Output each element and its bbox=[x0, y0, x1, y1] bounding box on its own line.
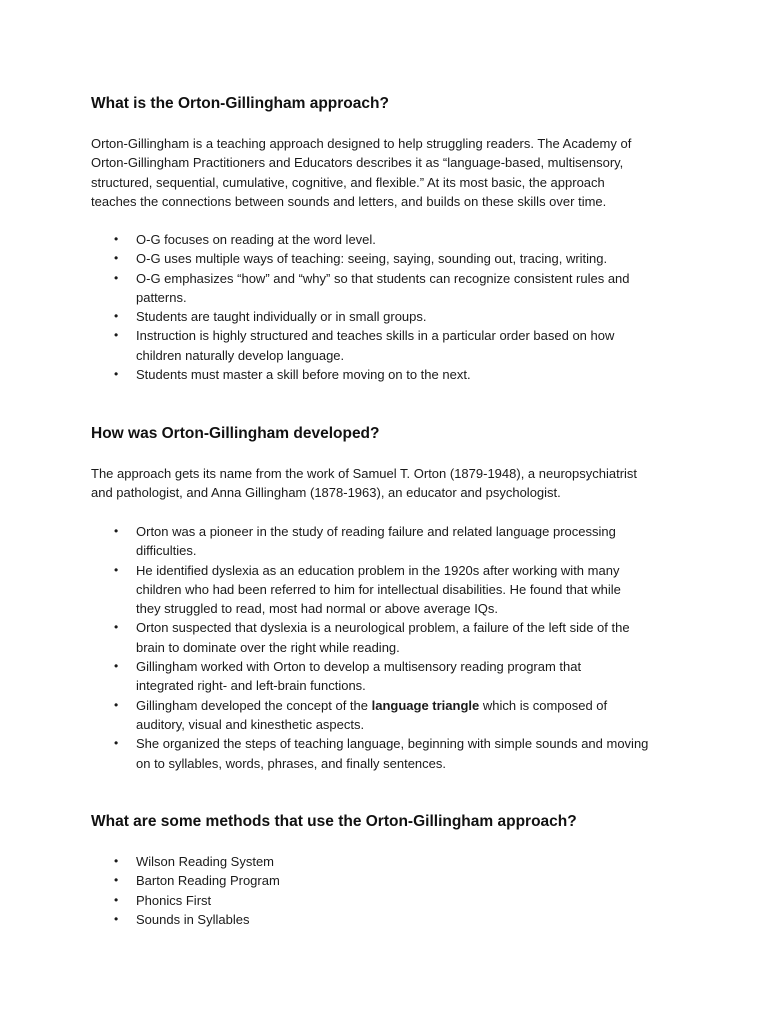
intro-paragraph bbox=[91, 134, 691, 211]
section-heading-how-developed: How was Orton-Gillingham developed? bbox=[91, 425, 380, 442]
list-item: • Students must master a skill before moving on to the next. bbox=[0, 365, 630, 384]
history-paragraph bbox=[91, 464, 691, 503]
list-item: • Phonics First bbox=[0, 891, 280, 910]
bullet-icon: • bbox=[114, 697, 119, 712]
list-item: • Orton suspected that dyslexia is a neurological problem, a failure of the left side of the brain to dominate over the right while reading. bbox=[114, 620, 630, 655]
bullet-icon: • bbox=[114, 524, 119, 538]
language-triangle-term: language triangle bbox=[371, 697, 480, 713]
list-item: • O-G uses multiple ways of teaching: seeing, saying, sounding out, tracing, writing. bbox=[0, 249, 630, 268]
list-item: • He identified dyslexia as an education problem in the 1920s after working with many children who had been referred to him for intellectual disabilities. He found that while they struggled to read, most had normal or above average IQs. bbox=[114, 562, 621, 617]
list-item: • O-G emphasizes “how” and “why” so that students can recognize consistent rules and patterns. bbox=[114, 270, 630, 305]
paragraph-line: The approach gets its name from the work of Samuel T. Orton (1879-1948), a neuropsychiatrist bbox=[91, 466, 638, 481]
list-item: • Gillingham worked with Orton to develop a multisensory reading program that integrated right- and left-brain functions. bbox=[114, 659, 582, 694]
list-item: • Instruction is highly structured and teaches skills in a particular order based on how children naturally develop language. bbox=[114, 328, 615, 363]
bullet-icon: • bbox=[114, 367, 119, 382]
bullet-icon: • bbox=[114, 854, 119, 868]
bullet-icon: • bbox=[114, 328, 119, 343]
history-list bbox=[0, 522, 648, 773]
paragraph-line: and pathologist, and Anna Gillingham (1878-1963), an educator and psychologist. bbox=[91, 485, 561, 501]
bullet-icon: • bbox=[114, 736, 119, 751]
paragraph-line: Orton-Gillingham Practitioners and Educators describes it as “language-based, multisensory, bbox=[91, 155, 624, 171]
list-item: • O-G focuses on reading at the word level. bbox=[0, 230, 630, 249]
list-item: • Students are taught individually or in small groups. bbox=[0, 307, 630, 326]
bullet-icon: • bbox=[114, 911, 119, 926]
bullet-icon: • bbox=[114, 892, 119, 907]
og-features-list bbox=[0, 230, 630, 384]
bullet-icon: • bbox=[114, 309, 119, 324]
paragraph-line: teaches the connections between sounds and letters, and builds on these skills over time. bbox=[91, 193, 607, 209]
bullet-icon: • bbox=[114, 620, 119, 635]
methods-list bbox=[0, 852, 280, 929]
section-heading-methods: What are some methods that use the Orton-Gillingham approach? bbox=[91, 813, 577, 830]
bullet-icon: • bbox=[114, 562, 119, 577]
list-item: • Orton was a pioneer in the study of reading failure and related language processing difficulties. bbox=[114, 524, 616, 559]
paragraph-line: Orton-Gillingham is a teaching approach designed to help struggling readers. The Academy of bbox=[91, 136, 632, 151]
bullet-icon: • bbox=[114, 270, 119, 285]
list-item: • Barton Reading Program bbox=[0, 871, 280, 890]
list-item: • Gillingham developed the concept of the language triangle which is composed of auditory, visual and kinesthetic aspects. bbox=[114, 697, 608, 732]
bullet-icon: • bbox=[114, 873, 119, 888]
list-item: • Wilson Reading System bbox=[0, 852, 280, 871]
list-item: • She organized the steps of teaching language, beginning with simple sounds and moving on to syllables, words, phrases, and finally sentences. bbox=[114, 736, 649, 771]
bullet-icon: • bbox=[114, 659, 119, 674]
paragraph-line: structured, sequential, cumulative, cognitive, and flexible.” At its most basic, the approach bbox=[91, 174, 605, 190]
bullet-icon: • bbox=[114, 251, 119, 266]
list-item: • Sounds in Syllables bbox=[0, 910, 280, 929]
section-heading-what-is-og: What is the Orton-Gillingham approach? bbox=[91, 95, 389, 112]
bullet-icon: • bbox=[114, 232, 119, 246]
